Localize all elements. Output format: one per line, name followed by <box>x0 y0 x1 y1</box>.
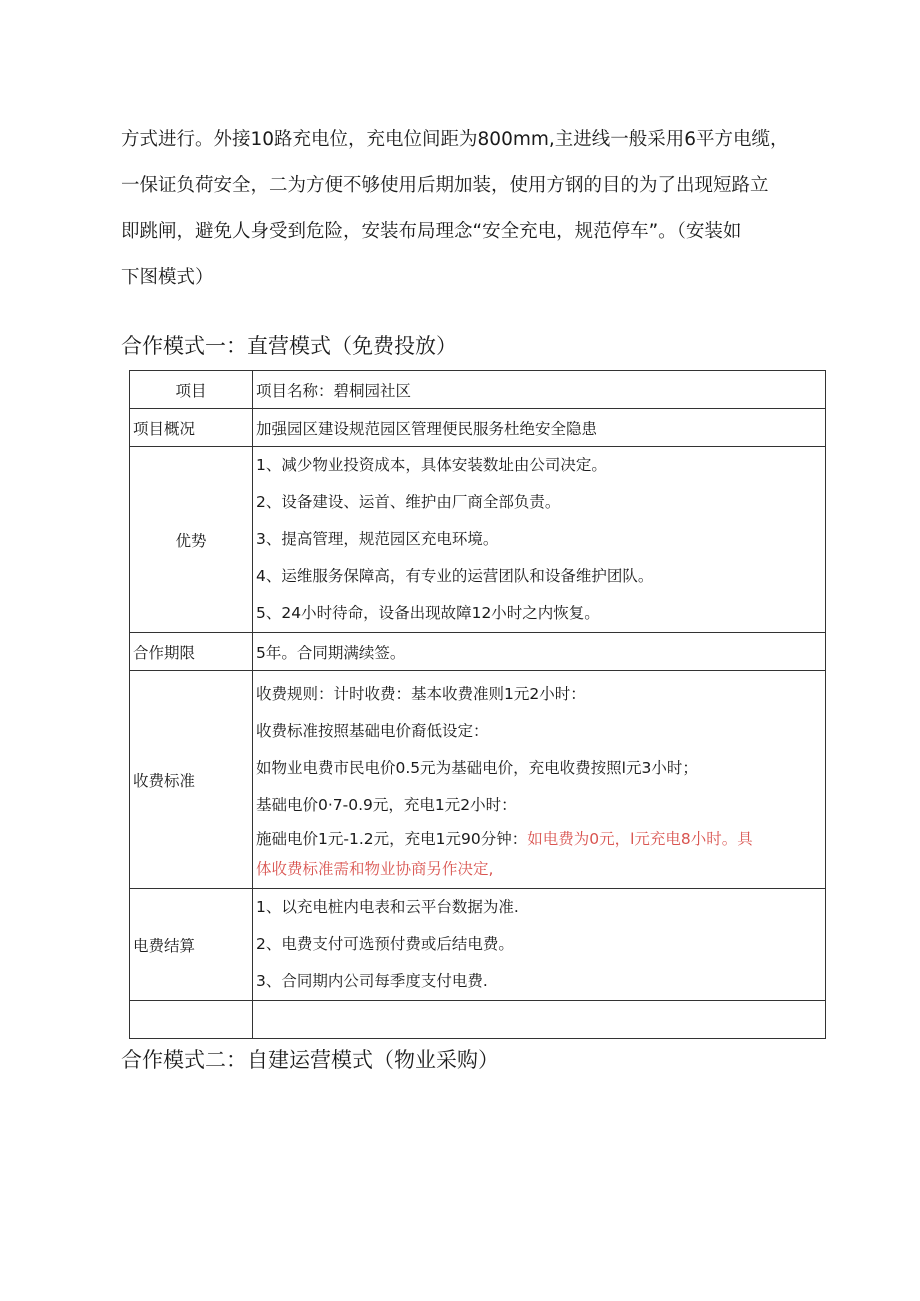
table-row <box>130 633 826 671</box>
table-row <box>130 371 826 409</box>
list-item: 5、24小时待命，设备出现故障12小时之内恢复。 <box>256 604 600 622</box>
fee-line: 收费规则：计时收费：基本收费准则1元2小时： <box>256 684 586 703</box>
intro-line: 方式进行。外接10路充电位，充电位间距为800mm,主进线一般采用6平方电缆， <box>121 129 789 150</box>
table-row-empty <box>130 1001 826 1039</box>
table-row <box>130 671 826 889</box>
cooperation-table <box>129 370 826 1039</box>
table-row <box>130 889 826 1001</box>
list-item: 1、减少物业投资成本，具体安装数址由公司决定。 <box>256 456 607 474</box>
empty-cell <box>253 1001 826 1039</box>
row-label-project: 项目 <box>130 371 253 409</box>
intro-line: 即跳闸，避免人身受到危险，安装布局理念“安全充电，规范停车”。（安装如 <box>121 221 742 242</box>
advantages-list <box>253 447 826 633</box>
fee-line-black: 施础电价1元-1.2元，充电1元90分钟： <box>256 829 528 848</box>
row-label-advantages: 优势 <box>130 447 253 633</box>
list-item: 3、合同期内公司每季度支付电费. <box>256 972 488 990</box>
fee-note-red: 如电费为0元，l元充电8小时。具 <box>527 829 753 848</box>
intro-line: 一保证负荷安全，二为方便不够使用后期加装，使用方钢的目的为了出现短路立 <box>121 175 769 196</box>
row-value-project: 项目名称：碧桐园社区 <box>253 371 826 409</box>
row-value-overview: 加强园区建设规范园区管理便民服务杜绝安全隐患 <box>253 409 826 447</box>
list-item: 2、设备建设、运首、维护由厂商全部负责。 <box>256 493 561 511</box>
section-heading-mode-two: 合作模式二：自建运营模式（物业采购） <box>121 1048 499 1072</box>
intro-paragraph <box>121 117 841 301</box>
fee-line: 收费标准按照基础电价裔低设定： <box>256 721 489 740</box>
list-item: 1、以充电桩内电表和云平台数据为准. <box>256 898 519 916</box>
list-item: 3、提高管理，规范园区充电环境。 <box>256 530 499 548</box>
fee-note-red-continued: 体收费标准需和物业协商另作决定, <box>256 859 494 878</box>
row-label-settlement: 电费结算 <box>130 889 253 1001</box>
list-item: 4、运维服务保障高，有专业的运营团队和设备维护团队。 <box>256 567 654 585</box>
table-row <box>130 447 826 633</box>
row-label-term: 合作期限 <box>130 633 253 671</box>
list-item: 2、电费支付可选预付费或后结电费。 <box>256 935 514 953</box>
section-heading-mode-one: 合作模式一：直营模式（免费投放） <box>121 334 457 358</box>
table-row <box>130 409 826 447</box>
settlement-list <box>253 889 826 1001</box>
row-label-overview: 项目概况 <box>130 409 253 447</box>
fee-line: 基础电价0·7-0.9元，充电1元2小时： <box>256 795 517 814</box>
fee-details <box>253 671 826 889</box>
intro-line: 下图模式） <box>121 267 214 288</box>
fee-line-mixed <box>256 824 822 854</box>
fee-line: 如物业电费市民电价0.5元为基础电价，充电收费按照l元3小时； <box>256 758 698 777</box>
empty-cell <box>130 1001 253 1039</box>
row-label-fee: 收费标准 <box>130 671 253 889</box>
row-value-term: 5年。合同期满续签。 <box>253 633 826 671</box>
